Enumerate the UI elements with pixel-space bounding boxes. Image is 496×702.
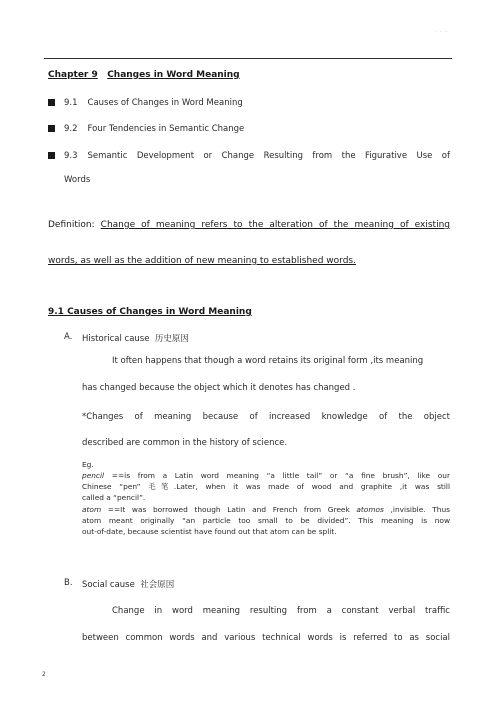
pencil-word: pencil bbox=[82, 471, 105, 480]
bullet-square-icon bbox=[48, 152, 55, 159]
definition-label: Definition: bbox=[48, 220, 95, 230]
subsection-a-label: A. bbox=[64, 332, 73, 342]
para-a2-line1 bbox=[82, 406, 450, 428]
para-b1-line2 bbox=[82, 627, 450, 649]
pencil-line-3: called a “pencil”. bbox=[82, 493, 146, 502]
pencil-line-1: ==is from a Latin word meaning “a little tail” or “a fine brush”, like our bbox=[104, 471, 450, 480]
atom-word: atom bbox=[82, 505, 102, 514]
header-mark: . . . bbox=[435, 28, 448, 34]
toc-item bbox=[48, 151, 450, 161]
subsection-b-cn: 社会原因 bbox=[140, 580, 175, 590]
subsection-a-title-text: Historical cause bbox=[82, 334, 150, 344]
eg-label: Eg. bbox=[82, 460, 94, 469]
chapter-title bbox=[48, 70, 240, 80]
subsection-b-label: B. bbox=[64, 578, 73, 588]
pencil-example bbox=[82, 470, 450, 503]
chapter-prefix: Chapter 9 bbox=[48, 70, 98, 80]
toc-item bbox=[48, 124, 244, 134]
atom-line-1b: ,invisible. Thus bbox=[383, 505, 450, 514]
para-a2-line1-text: *Changes of meaning because of increased knowledge of the object bbox=[82, 412, 450, 422]
atom-line-2: atom meant originally “an particle too small to be divided”. This meaning is now bbox=[82, 516, 450, 525]
definition-cont bbox=[48, 251, 356, 272]
atom-greek: atomos bbox=[356, 505, 384, 514]
definition-line-2: words, as well as the addition of new meaning to established words. bbox=[48, 256, 356, 266]
subsection-a-cn: 历史原因 bbox=[154, 334, 189, 344]
toc-text: Four Tendencies in Semantic Change bbox=[87, 124, 245, 134]
toc-num: 9.1 bbox=[64, 98, 78, 108]
para-a1-line1: It often happens that though a word retains its original form ,its meaning bbox=[112, 356, 424, 366]
header-rule bbox=[44, 58, 452, 59]
toc-text: Causes of Changes in Word Meaning bbox=[87, 98, 243, 108]
para-b1-line1 bbox=[112, 600, 450, 622]
definition-line-1: Change of meaning refers to the alteration of the meaning of existing bbox=[100, 220, 450, 230]
toc-item bbox=[48, 98, 243, 108]
pencil-line-2: Chinese “pen” 毛笔.Later, when it was made of wood and graphite ,it was still bbox=[82, 482, 450, 491]
subsection-a-title bbox=[82, 332, 189, 344]
subsection-b-title bbox=[82, 578, 174, 590]
toc-text: Semantic Development or Change Resulting from the Figurative Use of bbox=[87, 151, 450, 161]
toc-num: 9.2 bbox=[64, 124, 78, 134]
chapter-title-text: Changes in Word Meaning bbox=[107, 70, 240, 80]
bullet-square-icon bbox=[48, 99, 55, 106]
atom-line-3: out-of-date, because scientist have found out that atom can be split. bbox=[82, 527, 337, 536]
section-title: 9.1 Causes of Changes in Word Meaning bbox=[48, 307, 252, 317]
atom-line-1a: ==It was borrowed though Latin and French from Greek bbox=[101, 505, 357, 514]
atom-example bbox=[82, 504, 450, 537]
definition bbox=[48, 215, 450, 236]
para-b1-line1-text: Change in word meaning resulting from a constant verbal traffic bbox=[112, 606, 450, 616]
bullet-square-icon bbox=[48, 125, 55, 132]
toc-num: 9.3 bbox=[64, 151, 78, 161]
para-a2-line2: described are common in the history of science. bbox=[82, 438, 288, 448]
subsection-b-title-text: Social cause bbox=[82, 580, 135, 590]
page-number: 2 bbox=[42, 671, 46, 678]
toc-item-continuation: Words bbox=[64, 175, 91, 185]
para-b1-line2-text: between common words and various technical words is referred to as social bbox=[82, 633, 450, 643]
para-a1-line2: has changed because the object which it denotes has changed . bbox=[82, 383, 356, 393]
